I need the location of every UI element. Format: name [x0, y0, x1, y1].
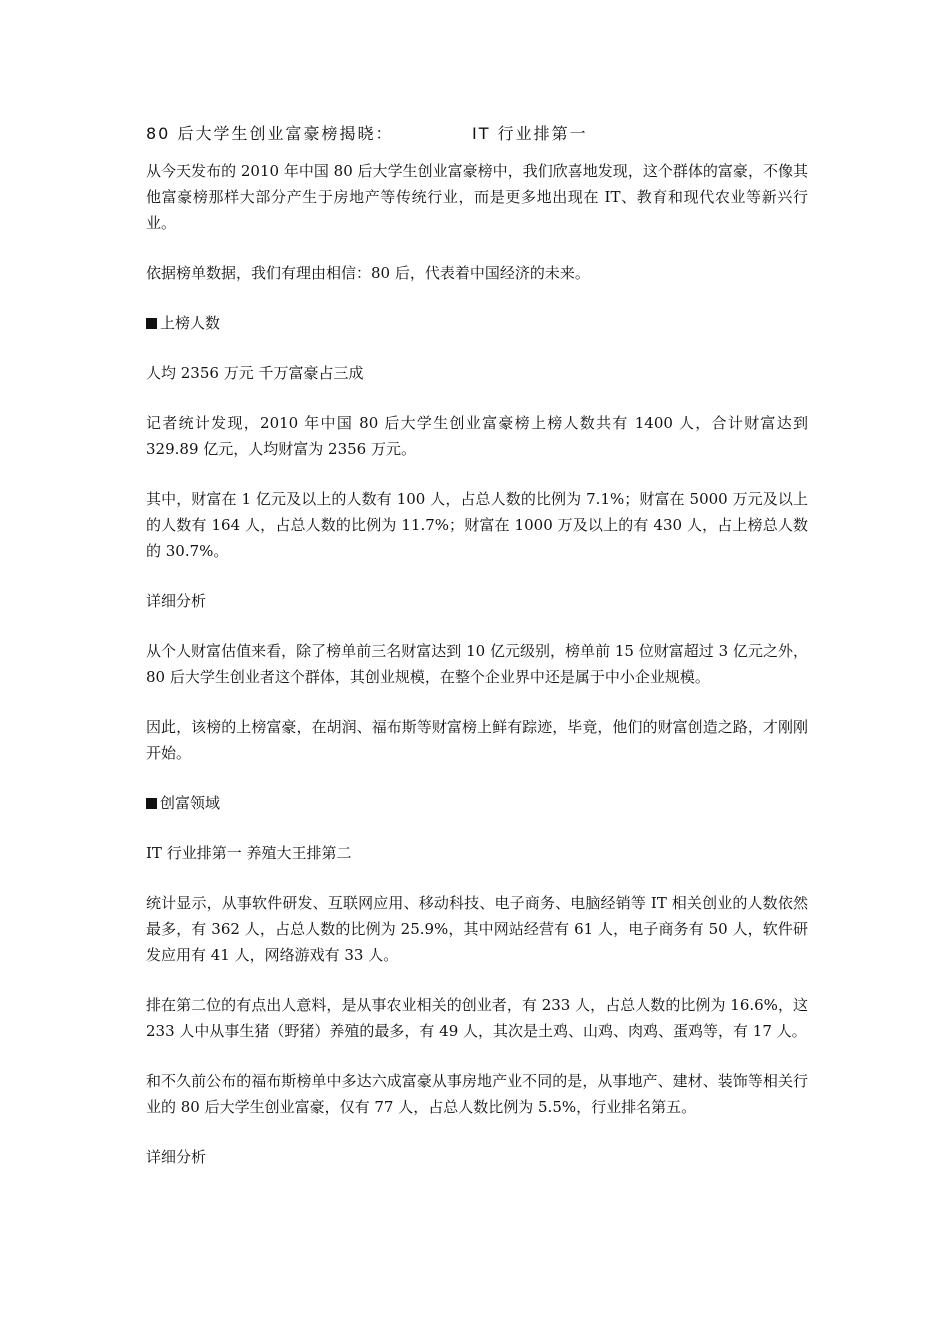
subheading-analysis: 详细分析: [146, 1148, 207, 1166]
section-heading-count: [146, 310, 808, 336]
section-heading-fields: [146, 790, 808, 816]
body-paragraph: 从个人财富估值来看，除了榜单前三名财富达到 10 亿元级别，榜单前 15 位财富超过 3 亿元之外，80 后大学生创业者这个群体，其创业规模，在整个企业界中还是属于中小企业规模。: [146, 642, 808, 686]
conclusion-paragraph: 依据榜单数据，我们有理由相信：80 后，代表着中国经济的未来。: [146, 264, 590, 282]
square-bullet-icon: [146, 318, 157, 329]
title-part-a: 80 后大学生创业富豪榜揭晓：: [146, 124, 394, 143]
body-paragraph: 其中，财富在 1 亿元及以上的人数有 100 人，占总人数的比例为 7.1%；财富在 5000 万元及以上的人数有 164 人，占总人数的比例为 11.7%；财富在 1000 万及以上的有 430 人，占上榜总人数的 30.7%。: [146, 490, 808, 560]
intro-paragraph: 从今天发布的 2010 年中国 80 后大学生创业富豪榜中，我们欣喜地发现，这个群体的富豪，不像其他富豪榜那样大部分产生于房地产等传统行业，而是更多地出现在 IT、教育和现代农业等新兴行业。: [146, 162, 808, 232]
subheading: 人均 2356 万元 千万富豪占三成: [146, 364, 364, 382]
body-paragraph: 统计显示，从事软件研发、互联网应用、移动科技、电子商务、电脑经销等 IT 相关创业的人数依然最多，有 362 人，占总人数的比例为 25.9%，其中网站经营有 61 人，电子商务有 50 人，软件研发应用有 41 人，网络游戏有 33 人。: [146, 894, 808, 964]
document-page: [146, 120, 808, 1194]
subheading: IT 行业排第一 养殖大王排第二: [146, 844, 352, 862]
body-paragraph: 记者统计发现，2010 年中国 80 后大学生创业富豪榜上榜人数共有 1400 人，合计财富达到 329.89 亿元，人均财富为 2356 万元。: [146, 414, 808, 458]
body-paragraph: 和不久前公布的福布斯榜单中多达六成富豪从事房地产业不同的是，从事地产、建材、装饰等相关行业的 80 后大学生创业富豪，仅有 77 人，占总人数比例为 5.5%，行业排名第五。: [146, 1072, 808, 1116]
section-heading-label: 创富领域: [160, 794, 221, 812]
document-title: [146, 120, 808, 148]
section-heading-label: 上榜人数: [160, 314, 221, 332]
body-paragraph: 因此，该榜的上榜富豪，在胡润、福布斯等财富榜上鲜有踪迹，毕竟，他们的财富创造之路，才刚刚开始。: [146, 718, 808, 762]
subheading-analysis: 详细分析: [146, 592, 207, 610]
body-paragraph: 排在第二位的有点出人意料，是从事农业相关的创业者，有 233 人，占总人数的比例为 16.6%，这 233 人中从事生猪（野猪）养殖的最多，有 49 人，其次是土鸡、山鸡、肉鸡、蛋鸡等，有 17 人。: [146, 996, 808, 1040]
square-bullet-icon: [146, 798, 157, 809]
title-part-b: IT 行业排第一: [472, 124, 588, 143]
